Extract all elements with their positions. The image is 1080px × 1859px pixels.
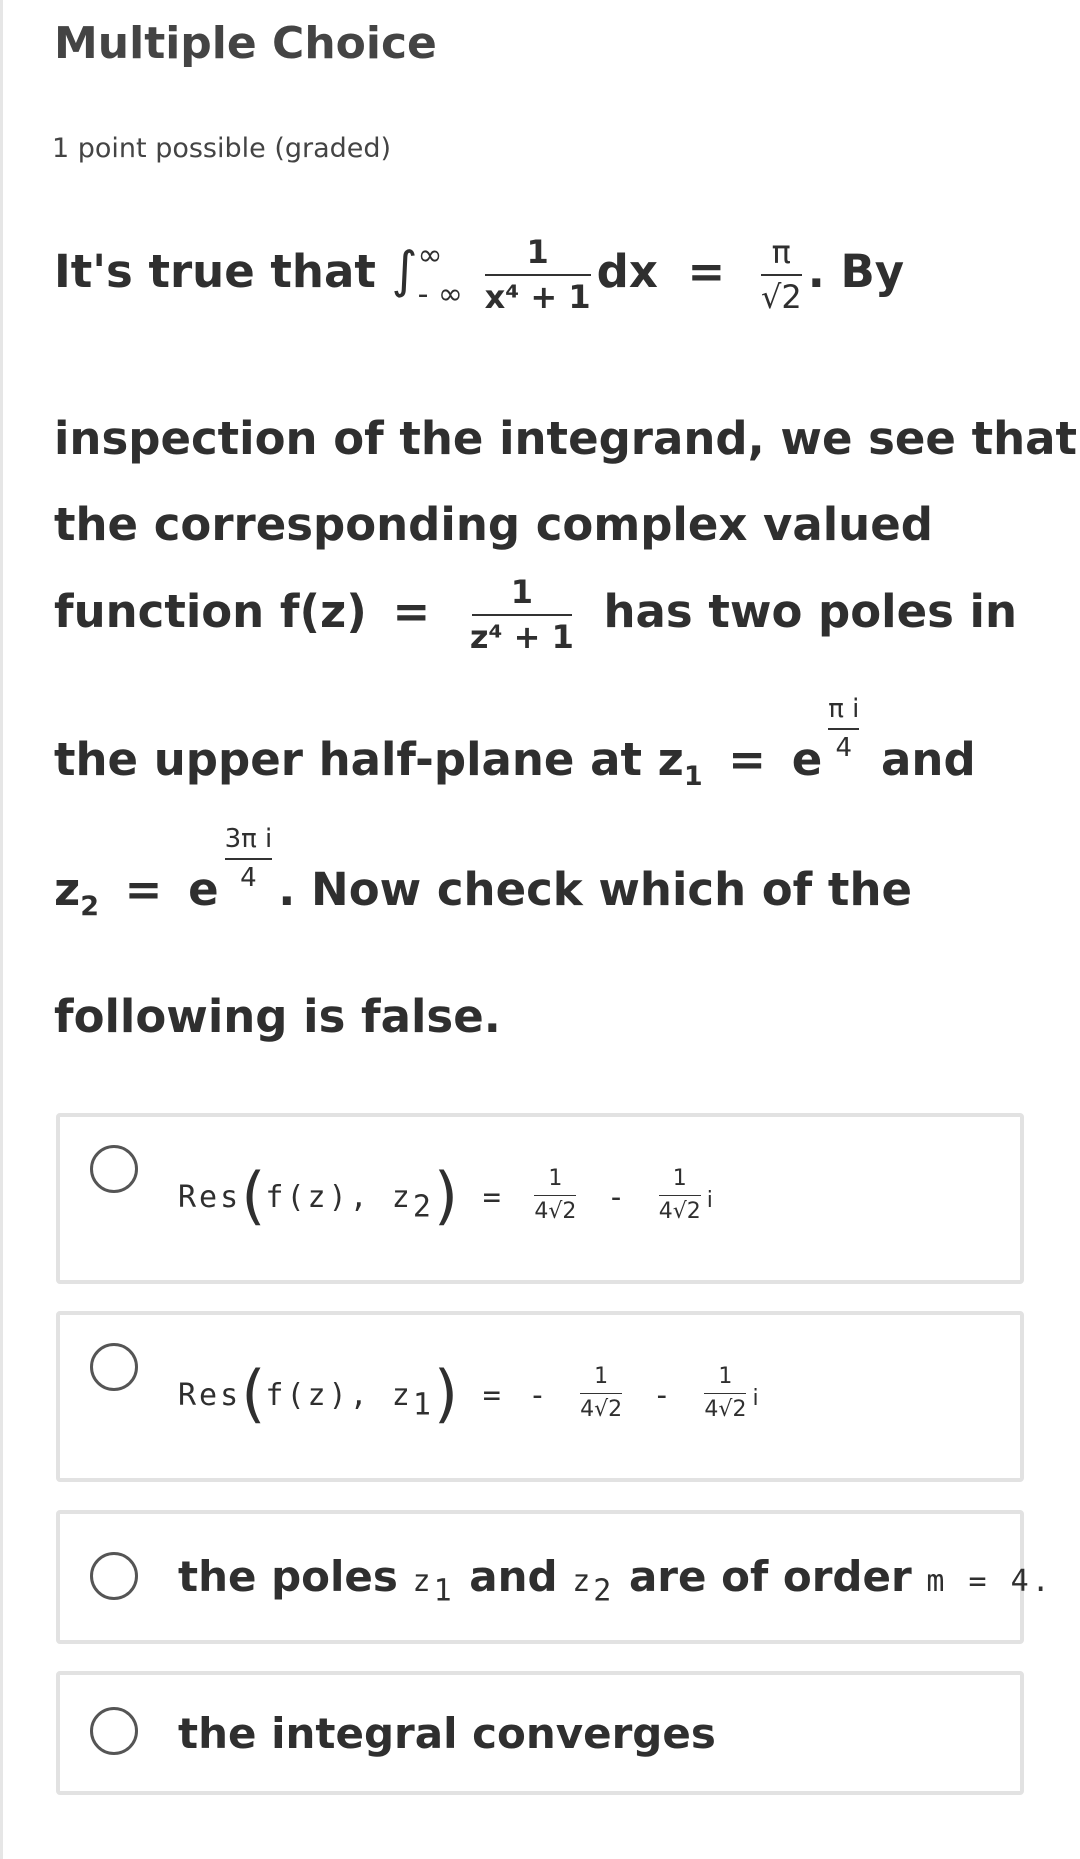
sign-2: - (607, 1180, 629, 1215)
question-text-by: . By (807, 245, 905, 299)
imaginary-unit: i (706, 1188, 713, 1213)
res-subscript: 1 (412, 1387, 434, 1423)
option-1-text: Res(f(z), $z_2$) = $\frac{1}{4√2}$ - $\frac{1}{4√2}$ i (178, 1159, 713, 1232)
option-4-text: the integral converges (178, 1709, 716, 1758)
function-fraction (470, 575, 574, 655)
question-text-check: . Now check which of the (278, 863, 912, 917)
result-numerator: π (771, 233, 791, 271)
term-1-fraction (580, 1365, 622, 1422)
equals-sign: = (687, 245, 726, 299)
term-2-numerator: 1 (672, 1165, 687, 1191)
res-arguments: f(z), z (265, 1378, 413, 1413)
z2-exponent-numerator: 3π i (224, 824, 273, 854)
term-1-numerator: 1 (594, 1363, 609, 1389)
page-title: Multiple Choice (54, 18, 437, 69)
result-fraction (761, 235, 802, 315)
term-2-denominator: 4√2 (704, 1397, 747, 1422)
option-text: are of order (628, 1552, 912, 1601)
function-denominator: z⁴ + 1 (469, 618, 574, 657)
radio-button-3[interactable] (90, 1552, 138, 1600)
result-denominator: √2 (760, 278, 802, 317)
option-3-text (178, 1552, 1053, 1608)
integral-symbol: ∫ (391, 241, 418, 300)
question-line-5: the upper half-plane at $z_1 = e$ $\frac{\text{π i}}{4}$ and (54, 694, 976, 793)
z2-label: z (572, 1564, 594, 1599)
option-2-text: Res(f(z), $z_1$) = - $\frac{1}{4√2}$ - $\frac{1}{4√2}$ i (178, 1357, 759, 1430)
z2-subscript: 2 (593, 1573, 615, 1609)
question-text-halfplane: the upper half-plane at z (54, 733, 684, 787)
order-value: m = 4. (926, 1564, 1053, 1599)
integrand-fraction (485, 235, 591, 315)
term-1-denominator: 4√2 (534, 1199, 577, 1224)
equals-sign: = (124, 863, 163, 917)
integrand-denominator: x⁴ + 1 (484, 278, 591, 317)
answer-option-2[interactable] (56, 1311, 1024, 1482)
z1-subscript: 1 (683, 761, 703, 793)
z1-label: z (412, 1564, 434, 1599)
equals-sign: = (728, 733, 767, 787)
function-label: function f(z) (54, 585, 367, 639)
radio-button-1[interactable] (90, 1145, 138, 1193)
answer-option-1[interactable] (56, 1113, 1024, 1284)
question-text-and: and (881, 733, 976, 787)
question-line-3: the corresponding complex valued (54, 498, 933, 551)
integrand-numerator: 1 (526, 233, 549, 271)
radio-button-4[interactable] (90, 1707, 138, 1755)
radio-button-2[interactable] (90, 1343, 138, 1391)
left-border (0, 0, 3, 1859)
z1-subscript: 1 (433, 1573, 455, 1609)
option-text: the poles (178, 1552, 398, 1601)
question-line-1 (54, 235, 904, 315)
option-text: and (469, 1552, 558, 1601)
z2-exponent-denominator: 4 (240, 862, 257, 893)
function-numerator: 1 (510, 573, 533, 611)
question-line-4 (54, 575, 1017, 655)
z2-exponent (225, 825, 273, 892)
question-line-6: $z_2 = e$ $\frac{\text{3π i}}{4}$ . Now check which of the (54, 824, 912, 923)
z2-label: z (54, 863, 81, 917)
question-text-poles: has two poles in (603, 585, 1018, 639)
res-label: Res (178, 1180, 242, 1215)
answer-option-3[interactable] (56, 1510, 1053, 1644)
sign-2: - (652, 1378, 674, 1413)
question-text: It's true that (54, 245, 376, 299)
equals-sign: = (392, 585, 431, 639)
question-line-7: following is false. (54, 990, 501, 1043)
sign-1: - (528, 1378, 550, 1413)
res-arguments: f(z), z (265, 1180, 413, 1215)
res-subscript: 2 (412, 1189, 434, 1225)
answer-option-4[interactable] (56, 1671, 1024, 1795)
term-1-denominator: 4√2 (580, 1397, 623, 1422)
term-2-numerator: 1 (718, 1363, 733, 1389)
term-2-fraction (704, 1365, 746, 1422)
term-2-fraction (659, 1167, 701, 1224)
integral-upper-limit: ∞ (417, 238, 443, 274)
integral-lower-limit: - ∞ (417, 277, 463, 313)
dx-label: dx (596, 245, 658, 299)
res-label: Res (178, 1378, 242, 1413)
z1-exponent-numerator: π i (828, 694, 860, 724)
points-label: 1 point possible (graded) (52, 133, 392, 164)
imaginary-unit: i (752, 1386, 759, 1411)
question-line-2: inspection of the integrand, we see that (54, 412, 1078, 465)
term-1-numerator: 1 (548, 1165, 563, 1191)
term-2-denominator: 4√2 (658, 1199, 701, 1224)
z2-subscript: 2 (80, 891, 99, 923)
z1-exponent-denominator: 4 (835, 732, 853, 763)
z1-exponent (828, 695, 859, 762)
term-1-fraction (534, 1167, 576, 1224)
